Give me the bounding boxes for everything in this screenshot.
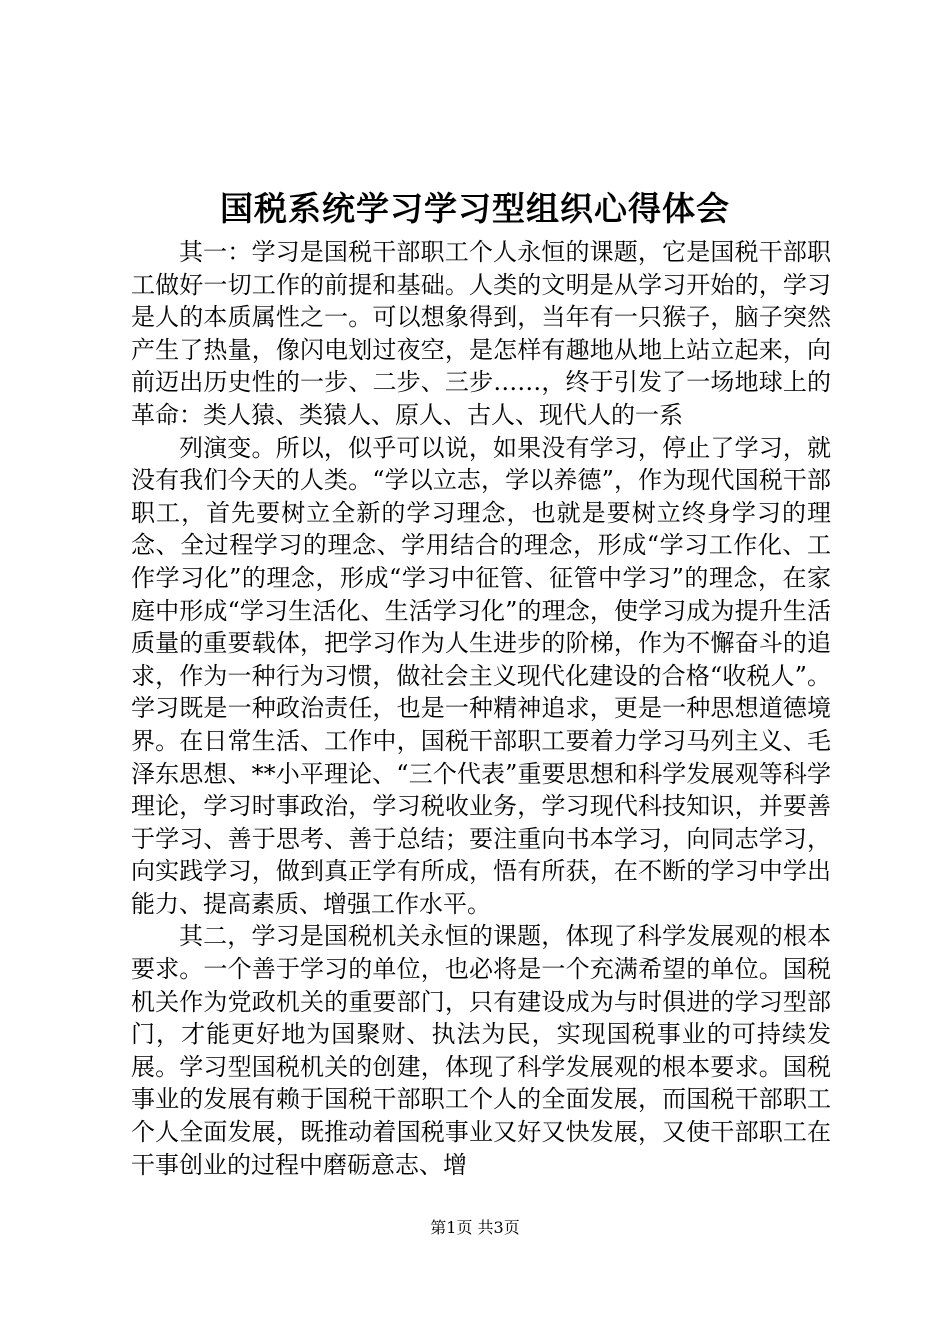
document-title: 国税系统学习学习型组织心得体会 — [220, 189, 730, 228]
page-number-footer: 第1页 共3页 — [430, 1218, 520, 1237]
paragraph-1: 其一：学习是国税干部职工个人永恒的课题，它是国税干部职工做好一切工作的前提和基础。人类的文明是从学习开始的，学习是人的本质属性之一。可以想象得到，当年有一只猴子，脑子突然产生了热量，像闪电划过夜空，是怎样有趣地从地上站立起来，向前迈出历史性的一步、二步、三步……，终于引发了一场地球上的革命：类人猿、类猿人、原人、古人、现代人的一系 — [131, 238, 831, 429]
paragraph-2: 列演变。所以，似乎可以说，如果没有学习，停止了学习，就没有我们今天的人类。“学以立志，学以养德”，作为现代国税干部职工，首先要树立全新的学习理念，也就是要树立终身学习的理念、全过程学习的理念、学用结合的理念，形成“学习工作化、工作学习化”的理念，形成“学习中征管、征管中学习”的理念，在家庭中形成“学习生活化、生活学习化”的理念，使学习成为提升生活质量的重要载体，把学习作为人生进步的阶梯，作为不懈奋斗的追求，作为一种行为习惯，做社会主义现代化建设的合格“收税人”。学习既是一种政治责任，也是一种精神追求，更是一种思想道德境界。在日常生活、工作中，国税干部职工要着力学习马列主义、毛泽东思想、**小平理论、“三个代表”重要思想和科学发展观等科学理论，学习时事政治，学习税收业务，学习现代科技知识，并要善于学习、善于思考、善于总结；要注重向书本学习，向同志学习，向实践学习，做到真正学有所成，悟有所获，在不断的学习中学出能力、提高素质、增强工作水平。 — [131, 433, 831, 918]
document-body — [131, 236, 831, 1181]
paragraph-3: 其二，学习是国税机关永恒的课题，体现了科学发展观的根本要求。一个善于学习的单位，也必将是一个充满希望的单位。国税机关作为党政机关的重要部门，只有建设成为与时俱进的学习型部门，才能更好地为国聚财、执法为民，实现国税事业的可持续发展。学习型国税机关的创建，体现了科学发展观的根本要求。国税事业的发展有赖于国税干部职工个人的全面发展，而国税干部职工个人全面发展，既推动着国税事业又好又快发展，又使干部职工在干事创业的过程中磨砺意志、增 — [131, 922, 831, 1179]
